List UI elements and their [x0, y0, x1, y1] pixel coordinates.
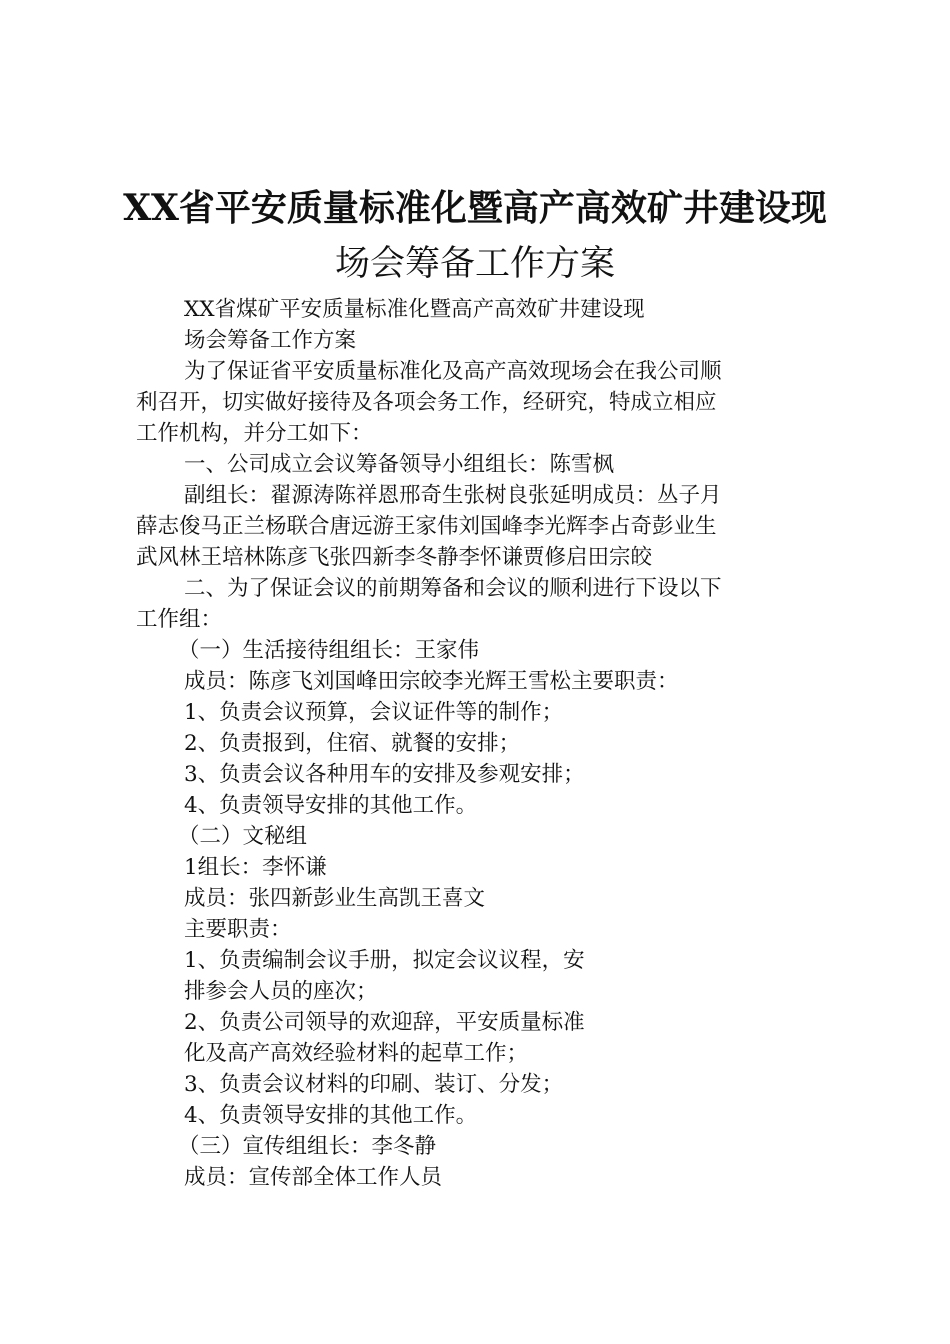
body-line: 主要职责： [184, 917, 292, 942]
body-line: 排参会人员的座次； [184, 979, 378, 1004]
body-line: XX省煤矿平安质量标准化暨高产高效矿井建设现 [184, 297, 645, 322]
body-line: 成员：宣传部全体工作人员 [184, 1165, 443, 1190]
body-line: 2、负责报到，住宿、就餐的安排； [184, 731, 521, 756]
body-line: 工作组： [136, 607, 223, 632]
body-line: 1、负责会议预算，会议证件等的制作； [184, 700, 564, 725]
body-line: 3、负责会议材料的印刷、装订、分发； [184, 1072, 564, 1097]
body-line: 3、负责会议各种用车的安排及参观安排； [184, 762, 585, 787]
body-line: 工作机构，并分工如下： [136, 421, 373, 446]
body-line: 武风林王培林陈彦飞张四新李冬静李怀谦贾修启田宗皎 [136, 545, 653, 570]
body-line: 二、为了保证会议的前期筹备和会议的顺利进行下设以下 [184, 576, 722, 601]
body-line: 2、负责公司领导的欢迎辞，平安质量标准 [184, 1010, 585, 1035]
body-line: 4、负责领导安排的其他工作。 [184, 1103, 478, 1128]
body-line: 一、公司成立会议筹备领导小组组长：陈雪枫 [184, 452, 615, 477]
body-line: （一）生活接待组组长：王家伟 [178, 638, 480, 663]
body-line: （三）宣传组组长：李冬静 [178, 1134, 437, 1159]
body-line: 薛志俊马正兰杨联合唐远游王家伟刘国峰李光辉李占奇彭业生 [136, 514, 717, 539]
body-line: 成员：陈彦飞刘国峰田宗皎李光辉王雪松主要职责： [184, 669, 679, 694]
document-title-line-2: 场会筹备工作方案 [334, 244, 615, 284]
document-body [136, 294, 826, 1193]
body-line: 4、负责领导安排的其他工作。 [184, 793, 478, 818]
document-title-line-1: XX省平安质量标准化暨高产高效矿井建设现 [123, 187, 827, 229]
body-line: 1组长：李怀谦 [184, 855, 327, 880]
body-line: 副组长：翟源涛陈祥恩邢奇生张树良张延明成员：丛子月 [184, 483, 722, 508]
body-line: 化及高产高效经验材料的起草工作； [184, 1041, 529, 1066]
body-line: 场会筹备工作方案 [184, 328, 357, 353]
body-line: （二）文秘组 [178, 824, 308, 849]
body-line: 为了保证省平安质量标准化及高产高效现场会在我公司顺 [184, 359, 722, 384]
body-line: 1、负责编制会议手册，拟定会议议程，安 [184, 948, 585, 973]
body-line: 成员：张四新彭业生高凯王喜文 [184, 886, 486, 911]
body-line: 利召开，切实做好接待及各项会务工作，经研究，特成立相应 [136, 390, 717, 415]
